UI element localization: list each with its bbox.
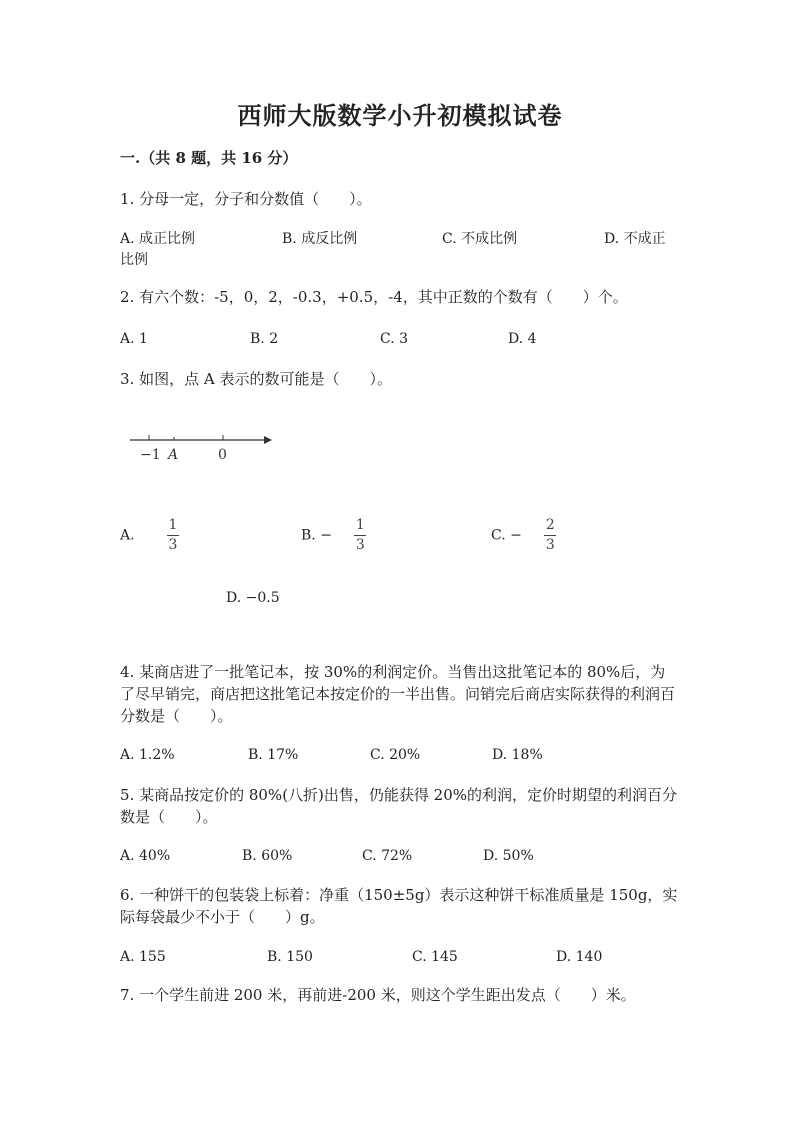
numerator: 2 [545, 517, 555, 533]
fraction-two-thirds [544, 518, 556, 553]
q1-option-d: D. 不成正 [604, 231, 666, 247]
q2-option-c: C. 3 [380, 331, 409, 347]
label-point-a: A [168, 447, 179, 463]
q4-option-a: A. 1.2% [120, 747, 175, 763]
q1-option-d-continued: 比例 [120, 252, 148, 268]
q3-option-a-label: A. [120, 527, 135, 544]
q5-option-d: D. 50% [483, 848, 534, 864]
q6-option-d: D. 140 [556, 949, 603, 965]
q3-option-b [301, 518, 366, 553]
section-header: 一.（共 8 题，共 16 分） [120, 149, 298, 167]
q5-option-b: B. 60% [242, 848, 293, 864]
q4-option-b: B. 17% [248, 747, 299, 763]
q2-option-a: A. 1 [120, 331, 148, 347]
q5-option-c: C. 72% [362, 848, 413, 864]
question-5-stem: 5. 某商品按定价的 80%(八折)出售，仍能获得 20%的利润，定价时期望的利润百分数是（ ）。 [120, 786, 678, 826]
question-4-stem: 4. 某商店进了一批笔记本，按 30%的利润定价。当售出这批笔记本的 80%后，为了尽早销完，商店把这批笔记本按定价的一半出售。问销完后商店实际获得的利润百分数是（ ）。 [120, 663, 676, 725]
q3-option-d: D. −0.5 [226, 590, 280, 606]
q4-option-c: C. 20% [370, 747, 421, 763]
label-minus-one: −1 [140, 447, 161, 463]
question-3-stem: 3. 如图，点 A 表示的数可能是（ ）。 [120, 370, 392, 388]
denominator: 3 [168, 537, 178, 553]
q1-option-c: C. 不成比例 [442, 231, 518, 247]
question-2-stem: 2. 有六个数：-5，0，2，-0.3，+0.5，-4，其中正数的个数有（ ）个。 [120, 288, 628, 306]
numerator: 1 [355, 517, 365, 533]
q2-option-d: D. 4 [508, 331, 537, 347]
q1-option-b: B. 成反比例 [282, 231, 358, 247]
number-line-figure [128, 428, 278, 468]
denominator: 3 [545, 537, 555, 553]
q3-option-c [491, 518, 556, 553]
numerator: 1 [168, 517, 178, 533]
q6-option-c: C. 145 [412, 949, 458, 965]
fraction-one-third [354, 518, 366, 553]
page-title: 西师大版数学小升初模拟试卷 [237, 101, 563, 130]
q4-option-d: D. 18% [492, 747, 543, 763]
q3-option-c-label: C. − [491, 527, 522, 544]
denominator: 3 [355, 537, 365, 553]
q3-option-b-label: B. − [301, 527, 332, 544]
q1-option-a: A. 成正比例 [120, 231, 196, 247]
fraction-one-third [167, 518, 179, 553]
q3-option-a [120, 518, 179, 553]
label-zero: 0 [218, 447, 227, 463]
q2-option-b: B. 2 [250, 331, 279, 347]
question-7-stem: 7. 一个学生前进 200 米，再前进-200 米，则这个学生距出发点（ ）米。 [120, 986, 636, 1004]
q5-option-a: A. 40% [120, 848, 171, 864]
number-line-arrow [264, 436, 272, 444]
question-6-stem: 6. 一种饼干的包装袋上标着：净重（150±5g）表示这种饼干标准质量是 150g，实际每袋最少不小于（ ）g。 [120, 886, 678, 926]
question-1-stem: 1. 分母一定，分子和分数值（ ）。 [120, 190, 372, 208]
q6-option-a: A. 155 [120, 949, 166, 965]
q6-option-b: B. 150 [267, 949, 313, 965]
